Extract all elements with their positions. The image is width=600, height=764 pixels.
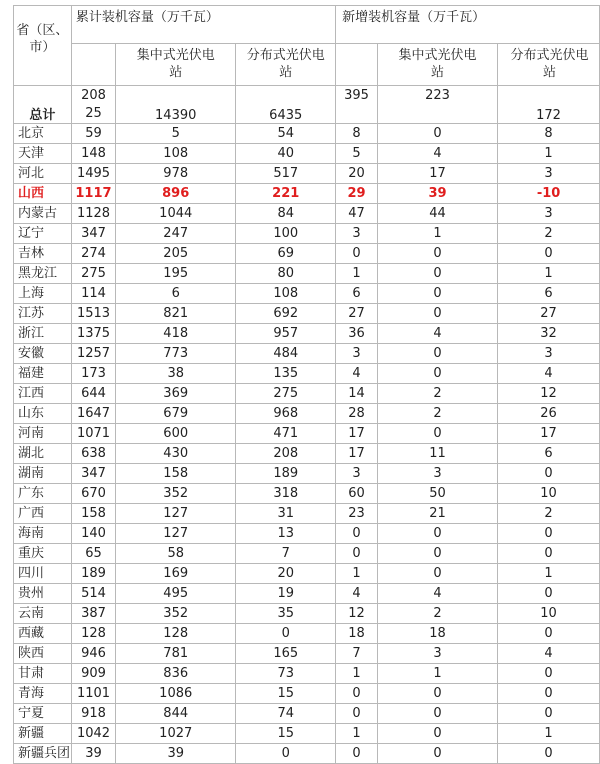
total-new-distributed: 172 <box>498 86 600 124</box>
cell-cum-distributed: 275 <box>236 384 336 404</box>
province-name: 河北 <box>14 164 72 184</box>
cell-new-centralized: 0 <box>377 304 497 324</box>
cell-cum-distributed: 957 <box>236 324 336 344</box>
cell-new-centralized: 44 <box>377 204 497 224</box>
province-name: 青海 <box>14 684 72 704</box>
cell-cum-centralized: 430 <box>116 444 236 464</box>
table-row <box>14 344 600 364</box>
cell-cum-total: 909 <box>71 664 115 684</box>
capacity-table <box>13 5 600 764</box>
new-added-header: 新增装机容量（万千瓦） <box>336 6 600 44</box>
cell-new-distributed: 4 <box>498 644 600 664</box>
cell-cum-total: 1101 <box>71 684 115 704</box>
cell-new-distributed: 0 <box>498 524 600 544</box>
cell-cum-centralized: 1044 <box>116 204 236 224</box>
cell-cum-distributed: 165 <box>236 644 336 664</box>
table-row <box>14 284 600 304</box>
table-row <box>14 664 600 684</box>
cell-cum-centralized: 352 <box>116 604 236 624</box>
cell-new-distributed: 12 <box>498 384 600 404</box>
total-new-total: 395 <box>336 86 378 124</box>
province-name: 广西 <box>14 504 72 524</box>
cell-new-total: 60 <box>336 484 378 504</box>
table-row <box>14 144 600 164</box>
cell-cum-centralized: 1027 <box>116 724 236 744</box>
table-row <box>14 644 600 664</box>
cell-new-centralized: 1 <box>377 664 497 684</box>
province-name: 山东 <box>14 404 72 424</box>
cell-cum-total: 1071 <box>71 424 115 444</box>
cell-cum-total: 514 <box>71 584 115 604</box>
province-name: 陕西 <box>14 644 72 664</box>
cell-new-centralized: 2 <box>377 384 497 404</box>
cell-cum-total: 347 <box>71 464 115 484</box>
cell-cum-distributed: 135 <box>236 364 336 384</box>
cell-cum-centralized: 844 <box>116 704 236 724</box>
cell-new-centralized: 0 <box>377 524 497 544</box>
cell-cum-total: 1117 <box>71 184 115 204</box>
cell-new-total: 3 <box>336 464 378 484</box>
cell-cum-centralized: 158 <box>116 464 236 484</box>
cell-cum-total: 918 <box>71 704 115 724</box>
cell-cum-centralized: 127 <box>116 504 236 524</box>
table-row <box>14 384 600 404</box>
cell-new-distributed: 0 <box>498 464 600 484</box>
total-new-centralized: 223 <box>377 86 497 124</box>
cell-cum-centralized: 6 <box>116 284 236 304</box>
cell-new-distributed: 1 <box>498 144 600 164</box>
new-distributed-header: 分布式光伏电站 <box>498 44 600 86</box>
cell-new-distributed: 1 <box>498 564 600 584</box>
cell-cum-centralized: 369 <box>116 384 236 404</box>
province-name: 海南 <box>14 524 72 544</box>
province-name: 吉林 <box>14 244 72 264</box>
province-name: 江西 <box>14 384 72 404</box>
cell-new-total: 12 <box>336 604 378 624</box>
cell-new-centralized: 0 <box>377 724 497 744</box>
capacity-table-wrapper <box>13 5 600 764</box>
cell-cum-total: 387 <box>71 604 115 624</box>
cell-new-total: 17 <box>336 424 378 444</box>
cell-cum-distributed: 189 <box>236 464 336 484</box>
cell-new-centralized: 0 <box>377 684 497 704</box>
cell-cum-total: 128 <box>71 624 115 644</box>
cell-cum-centralized: 773 <box>116 344 236 364</box>
cell-cum-centralized: 5 <box>116 124 236 144</box>
cell-new-total: 3 <box>336 344 378 364</box>
cell-new-distributed: 1 <box>498 724 600 744</box>
cell-new-total: 27 <box>336 304 378 324</box>
cell-new-centralized: 17 <box>377 164 497 184</box>
cell-cum-centralized: 896 <box>116 184 236 204</box>
table-row <box>14 484 600 504</box>
cell-new-distributed: -10 <box>498 184 600 204</box>
cell-new-centralized: 0 <box>377 264 497 284</box>
table-row <box>14 124 600 144</box>
cell-new-distributed: 17 <box>498 424 600 444</box>
cell-new-total: 0 <box>336 704 378 724</box>
cell-cum-centralized: 821 <box>116 304 236 324</box>
cell-new-total: 1 <box>336 564 378 584</box>
cell-new-centralized: 0 <box>377 124 497 144</box>
table-row <box>14 504 600 524</box>
cell-cum-total: 1495 <box>71 164 115 184</box>
cell-new-distributed: 3 <box>498 204 600 224</box>
cell-cum-centralized: 39 <box>116 744 236 764</box>
province-name: 湖北 <box>14 444 72 464</box>
cell-cum-distributed: 15 <box>236 724 336 744</box>
cell-new-total: 36 <box>336 324 378 344</box>
cell-cum-distributed: 69 <box>236 244 336 264</box>
cell-cum-distributed: 84 <box>236 204 336 224</box>
cell-cum-centralized: 128 <box>116 624 236 644</box>
cell-new-total: 4 <box>336 584 378 604</box>
cell-cum-centralized: 38 <box>116 364 236 384</box>
cell-new-distributed: 3 <box>498 344 600 364</box>
cell-cum-distributed: 517 <box>236 164 336 184</box>
cell-cum-centralized: 247 <box>116 224 236 244</box>
province-name: 新疆兵团 <box>14 744 72 764</box>
cell-cum-distributed: 35 <box>236 604 336 624</box>
cell-new-centralized: 50 <box>377 484 497 504</box>
cell-cum-distributed: 15 <box>236 684 336 704</box>
cell-cum-total: 670 <box>71 484 115 504</box>
cell-cum-centralized: 108 <box>116 144 236 164</box>
cell-cum-distributed: 7 <box>236 544 336 564</box>
cell-new-centralized: 0 <box>377 544 497 564</box>
cell-new-total: 1 <box>336 664 378 684</box>
cell-new-centralized: 0 <box>377 564 497 584</box>
province-name: 四川 <box>14 564 72 584</box>
cell-new-distributed: 1 <box>498 264 600 284</box>
cumulative-header: 累计装机容量（万千瓦） <box>71 6 335 44</box>
cell-new-total: 0 <box>336 684 378 704</box>
cell-new-distributed: 6 <box>498 444 600 464</box>
cell-new-total: 23 <box>336 504 378 524</box>
cell-new-total: 0 <box>336 544 378 564</box>
cell-new-distributed: 3 <box>498 164 600 184</box>
cell-new-centralized: 21 <box>377 504 497 524</box>
province-name: 广东 <box>14 484 72 504</box>
province-name: 云南 <box>14 604 72 624</box>
cell-new-distributed: 10 <box>498 604 600 624</box>
cell-new-total: 3 <box>336 224 378 244</box>
cell-cum-centralized: 127 <box>116 524 236 544</box>
cell-cum-distributed: 692 <box>236 304 336 324</box>
province-name: 重庆 <box>14 544 72 564</box>
table-body <box>14 6 600 764</box>
cell-new-total: 28 <box>336 404 378 424</box>
table-row <box>14 524 600 544</box>
header-row-1 <box>14 6 600 44</box>
cell-new-centralized: 0 <box>377 424 497 444</box>
cell-new-centralized: 11 <box>377 444 497 464</box>
cell-new-distributed: 0 <box>498 704 600 724</box>
cell-new-total: 0 <box>336 524 378 544</box>
cell-new-total: 6 <box>336 284 378 304</box>
total-row <box>14 86 600 124</box>
cell-new-centralized: 4 <box>377 324 497 344</box>
table-row <box>14 604 600 624</box>
province-name: 浙江 <box>14 324 72 344</box>
cell-new-total: 1 <box>336 724 378 744</box>
cell-new-total: 1 <box>336 264 378 284</box>
cell-new-total: 14 <box>336 384 378 404</box>
cell-cum-centralized: 495 <box>116 584 236 604</box>
cell-cum-distributed: 74 <box>236 704 336 724</box>
province-name: 辽宁 <box>14 224 72 244</box>
province-name: 贵州 <box>14 584 72 604</box>
table-row <box>14 224 600 244</box>
province-name: 北京 <box>14 124 72 144</box>
cell-new-total: 0 <box>336 744 378 764</box>
cum-total-subheader <box>71 44 115 86</box>
province-name: 上海 <box>14 284 72 304</box>
table-row <box>14 244 600 264</box>
table-row <box>14 364 600 384</box>
total-cum-distributed: 6435 <box>236 86 336 124</box>
province-name: 宁夏 <box>14 704 72 724</box>
cell-cum-total: 946 <box>71 644 115 664</box>
cell-cum-distributed: 208 <box>236 444 336 464</box>
cell-cum-total: 1513 <box>71 304 115 324</box>
cell-cum-total: 158 <box>71 504 115 524</box>
cell-cum-centralized: 205 <box>116 244 236 264</box>
table-row <box>14 304 600 324</box>
cell-new-distributed: 2 <box>498 504 600 524</box>
cell-cum-total: 347 <box>71 224 115 244</box>
cell-new-distributed: 0 <box>498 244 600 264</box>
cell-cum-distributed: 471 <box>236 424 336 444</box>
cell-new-total: 5 <box>336 144 378 164</box>
cell-cum-distributed: 100 <box>236 224 336 244</box>
cell-cum-centralized: 418 <box>116 324 236 344</box>
province-name: 安徽 <box>14 344 72 364</box>
table-row <box>14 624 600 644</box>
cell-new-centralized: 18 <box>377 624 497 644</box>
province-name: 西藏 <box>14 624 72 644</box>
total-label: 总计 <box>14 86 72 124</box>
total-cum-centralized: 14390 <box>116 86 236 124</box>
cell-cum-centralized: 352 <box>116 484 236 504</box>
table-row <box>14 564 600 584</box>
cell-new-centralized: 0 <box>377 744 497 764</box>
cell-cum-centralized: 58 <box>116 544 236 564</box>
table-row <box>14 744 600 764</box>
cell-new-total: 17 <box>336 444 378 464</box>
cell-cum-distributed: 0 <box>236 744 336 764</box>
cell-new-distributed: 0 <box>498 684 600 704</box>
table-row <box>14 404 600 424</box>
cell-cum-total: 644 <box>71 384 115 404</box>
cell-new-distributed: 0 <box>498 584 600 604</box>
cell-new-total: 47 <box>336 204 378 224</box>
province-header: 省（区、市） <box>14 6 72 86</box>
cell-new-distributed: 10 <box>498 484 600 504</box>
cell-cum-total: 39 <box>71 744 115 764</box>
cell-cum-total: 65 <box>71 544 115 564</box>
cell-cum-distributed: 19 <box>236 584 336 604</box>
cell-cum-distributed: 318 <box>236 484 336 504</box>
cell-new-distributed: 0 <box>498 544 600 564</box>
cell-cum-distributed: 108 <box>236 284 336 304</box>
cell-cum-centralized: 836 <box>116 664 236 684</box>
table-row <box>14 684 600 704</box>
table-row <box>14 204 600 224</box>
cell-cum-total: 173 <box>71 364 115 384</box>
cell-cum-total: 1647 <box>71 404 115 424</box>
cell-cum-distributed: 968 <box>236 404 336 424</box>
table-row <box>14 164 600 184</box>
centralized-header: 集中式光伏电站 <box>116 44 236 86</box>
cell-new-centralized: 2 <box>377 404 497 424</box>
cell-new-total: 29 <box>336 184 378 204</box>
cell-cum-centralized: 781 <box>116 644 236 664</box>
table-row <box>14 544 600 564</box>
province-name: 河南 <box>14 424 72 444</box>
cell-new-distributed: 4 <box>498 364 600 384</box>
new-centralized-header: 集中式光伏电站 <box>377 44 497 86</box>
cell-cum-centralized: 600 <box>116 424 236 444</box>
province-name: 湖南 <box>14 464 72 484</box>
cell-cum-distributed: 80 <box>236 264 336 284</box>
cell-new-centralized: 0 <box>377 284 497 304</box>
cell-new-centralized: 0 <box>377 704 497 724</box>
cell-cum-total: 114 <box>71 284 115 304</box>
cell-new-centralized: 39 <box>377 184 497 204</box>
table-row <box>14 444 600 464</box>
cell-cum-distributed: 484 <box>236 344 336 364</box>
province-name: 甘肃 <box>14 664 72 684</box>
cell-cum-distributed: 221 <box>236 184 336 204</box>
cell-cum-distributed: 40 <box>236 144 336 164</box>
table-row <box>14 724 600 744</box>
new-total-subheader <box>336 44 378 86</box>
cell-new-distributed: 0 <box>498 664 600 684</box>
province-name: 江苏 <box>14 304 72 324</box>
cell-cum-total: 59 <box>71 124 115 144</box>
province-name: 天津 <box>14 144 72 164</box>
cell-new-centralized: 1 <box>377 224 497 244</box>
cell-new-total: 20 <box>336 164 378 184</box>
header-row-2 <box>14 44 600 86</box>
table-row <box>14 424 600 444</box>
cell-new-total: 8 <box>336 124 378 144</box>
cell-cum-distributed: 54 <box>236 124 336 144</box>
cell-cum-distributed: 0 <box>236 624 336 644</box>
cell-new-distributed: 26 <box>498 404 600 424</box>
cell-new-distributed: 6 <box>498 284 600 304</box>
cell-cum-centralized: 1086 <box>116 684 236 704</box>
province-name: 福建 <box>14 364 72 384</box>
cell-new-centralized: 3 <box>377 464 497 484</box>
cell-cum-total: 1257 <box>71 344 115 364</box>
cell-new-distributed: 0 <box>498 624 600 644</box>
cell-new-centralized: 0 <box>377 364 497 384</box>
province-name: 内蒙古 <box>14 204 72 224</box>
province-name: 黑龙江 <box>14 264 72 284</box>
table-row <box>14 184 600 204</box>
cell-cum-total: 274 <box>71 244 115 264</box>
cell-new-total: 4 <box>336 364 378 384</box>
cell-cum-total: 1128 <box>71 204 115 224</box>
cell-new-distributed: 0 <box>498 744 600 764</box>
cell-cum-centralized: 195 <box>116 264 236 284</box>
cell-new-distributed: 8 <box>498 124 600 144</box>
cell-cum-total: 140 <box>71 524 115 544</box>
cell-new-centralized: 0 <box>377 244 497 264</box>
cell-new-distributed: 27 <box>498 304 600 324</box>
cell-new-total: 18 <box>336 624 378 644</box>
table-row <box>14 324 600 344</box>
cell-cum-distributed: 20 <box>236 564 336 584</box>
cell-cum-centralized: 978 <box>116 164 236 184</box>
cell-cum-total: 275 <box>71 264 115 284</box>
cell-cum-distributed: 13 <box>236 524 336 544</box>
cell-cum-distributed: 31 <box>236 504 336 524</box>
table-row <box>14 704 600 724</box>
cell-cum-centralized: 169 <box>116 564 236 584</box>
cell-cum-total: 1042 <box>71 724 115 744</box>
total-cum-total: 20825 <box>71 86 115 124</box>
cell-new-distributed: 32 <box>498 324 600 344</box>
cell-cum-total: 148 <box>71 144 115 164</box>
cell-new-centralized: 0 <box>377 344 497 364</box>
cell-cum-total: 1375 <box>71 324 115 344</box>
province-name: 山西 <box>14 184 72 204</box>
cell-cum-total: 638 <box>71 444 115 464</box>
cell-new-centralized: 4 <box>377 144 497 164</box>
table-row <box>14 464 600 484</box>
cell-cum-centralized: 679 <box>116 404 236 424</box>
cell-new-total: 7 <box>336 644 378 664</box>
distributed-header: 分布式光伏电站 <box>236 44 336 86</box>
cell-new-centralized: 3 <box>377 644 497 664</box>
cell-cum-distributed: 73 <box>236 664 336 684</box>
cell-new-centralized: 2 <box>377 604 497 624</box>
cell-cum-total: 189 <box>71 564 115 584</box>
table-row <box>14 584 600 604</box>
cell-new-distributed: 2 <box>498 224 600 244</box>
province-name: 新疆 <box>14 724 72 744</box>
cell-new-total: 0 <box>336 244 378 264</box>
cell-new-centralized: 4 <box>377 584 497 604</box>
table-row <box>14 264 600 284</box>
